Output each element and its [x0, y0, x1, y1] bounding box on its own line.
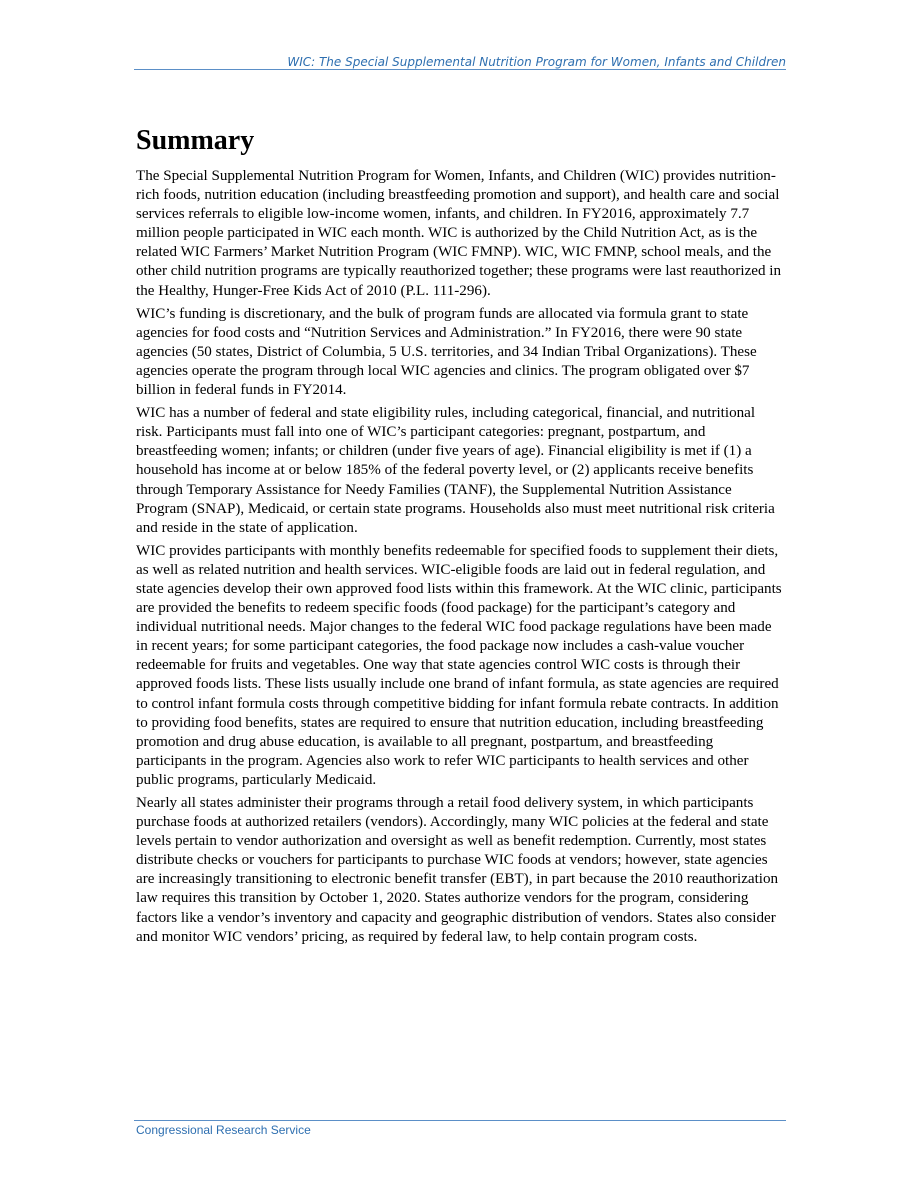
summary-body [136, 167, 784, 951]
summary-paragraph: WIC’s funding is discretionary, and the bulk of program funds are allocated via formula grant to state agencies for food costs and “Nutrition Services and Administration.” In FY2016, there were 90 state agencies (50 states, District of Columbia, 5 U.S. territories, and 34 Indian Tribal Organizations). These agencies operate the program through local WIC agencies and clinics. The program obligated over $7 billion in federal funds in FY2014. [136, 305, 757, 399]
running-header-title: WIC: The Special Supplemental Nutrition Program for Women, Infants and Children [287, 55, 786, 69]
footer-divider [134, 1120, 786, 1121]
section-heading: Summary [136, 125, 255, 156]
summary-paragraph: WIC provides participants with monthly benefits redeemable for specified foods to supplement their diets, as well as related nutrition and health services. WIC-eligible foods are laid out in federal regulation, and state agencies develop their own approved food lists within this framework. At the WIC clinic, participants are provided the benefits to redeem specific foods (food package) for the participant’s category and individual nutritional needs. Major changes to the federal WIC food package regulations have been made in recent years; for some participant categories, the food package now includes a cash-value voucher redeemable for fruits and vegetables. One way that state agencies control WIC costs is through their approved foods lists. These lists usually include one brand of infant formula, as state agencies are required to control infant formula costs through competitive bidding for infant formula rebate contracts. In addition to providing food benefits, states are required to ensure that nutrition education, including breastfeeding promotion and drug abuse education, is available to all pregnant, postpartum, and breastfeeding participants in the program. Agencies also work to refer WIC participants to health services and other public programs, particularly Medicaid. [136, 542, 782, 788]
summary-paragraph: Nearly all states administer their programs through a retail food delivery system, in which participants purchase foods at authorized retailers (vendors). Accordingly, many WIC policies at the federal and state levels pertain to vendor authorization and oversight as well as benefit redemption. Currently, most states distribute checks or vouchers for participants to purchase WIC foods at vendors; however, state agencies are increasingly transitioning to electronic benefit transfer (EBT), in part because the 2010 reauthorization law requires this transition by October 1, 2020. States authorize vendors for the program, considering factors like a vendor’s inventory and capacity and geographic distribution of vendors. States also consider and monitor WIC vendors’ pricing, as required by federal law, to help contain program costs. [136, 795, 779, 945]
running-footer-organization: Congressional Research Service [136, 1123, 311, 1137]
summary-paragraph: The Special Supplemental Nutrition Program for Women, Infants, and Children (WIC) provides nutrition-rich foods, nutrition education (including breastfeeding promotion and support), and health care and social services referrals to eligible low-income women, infants, and children. In FY2016, approximately 7.7 million people participated in WIC each month. WIC is authorized by the Child Nutrition Act, as is the related WIC Farmers’ Market Nutrition Program (WIC FMNP). WIC, WIC FMNP, school meals, and the other child nutrition programs are typically reauthorized together; these programs were last reauthorized in the Healthy, Hunger-Free Kids Act of 2010 (P.L. 111-296). [136, 168, 782, 299]
summary-paragraph: WIC has a number of federal and state eligibility rules, including categorical, financial, and nutritional risk. Participants must fall into one of WIC’s participant categories: pregnant, postpartum, and breastfeeding women; infants; or children (under five years of age). Financial eligibility is met if (1) a household has income at or below 185% of the federal poverty level, or (2) applicants receive benefits through Temporary Assistance for Needy Families (TANF), the Supplemental Nutrition Assistance Program (SNAP), Medicaid, or certain state programs. Households also must meet nutritional risk criteria and reside in the state of application. [136, 405, 775, 536]
header-divider [134, 69, 786, 70]
